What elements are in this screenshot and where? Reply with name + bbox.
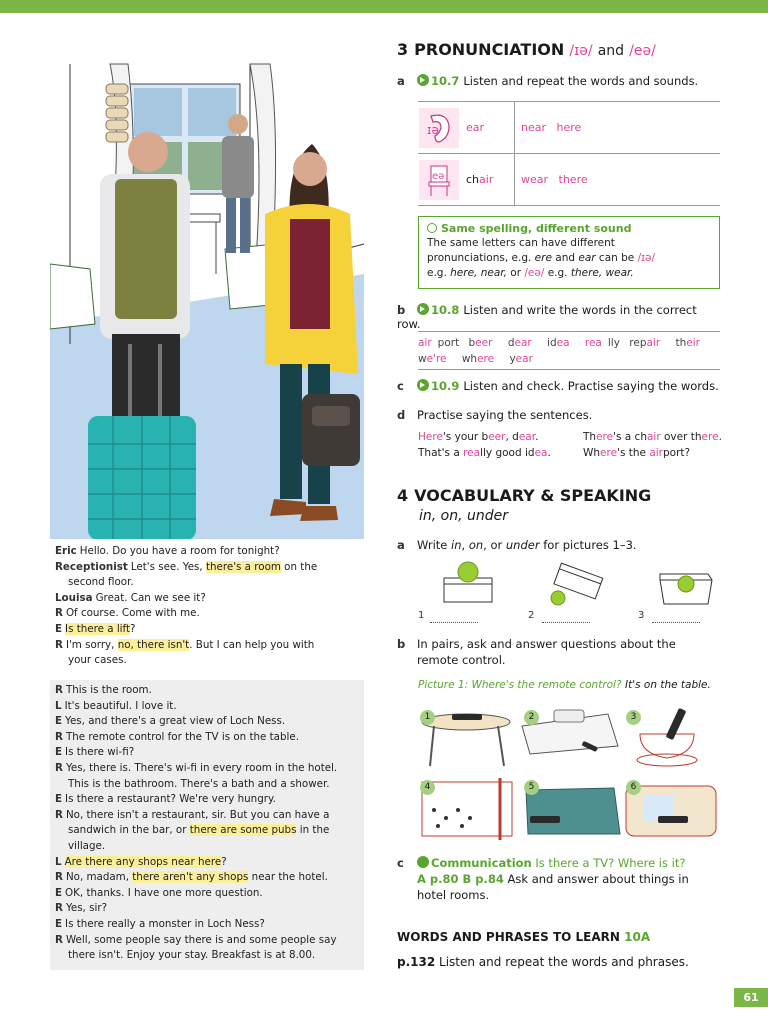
words-to-learn-instruction: p.132 Listen and repeat the words and phrases. [397,955,689,969]
picture-number: 2 [528,610,535,621]
dialogue-text: Yes, there is. There's wi-fi in every room in the hotel. [65,761,338,774]
speaker-label: Eric [55,545,77,557]
task-letter: b [397,303,406,317]
highlighted-phrase: there's a room [205,560,281,573]
dialogue-text: on the [280,560,318,573]
example-answer: It's on the table. [625,679,711,691]
dialogue-line [50,544,364,560]
svg-text:eə: eə [432,170,445,182]
word-item: idea [547,337,570,349]
highlighted-phrase: Are there any shops near here [64,855,222,868]
dialogue-part-2 [50,680,364,970]
dialogue-line [50,653,364,669]
sound-key-cell [418,154,515,205]
speaker-label: R [55,933,63,946]
audio-icon[interactable] [417,379,429,391]
word-item: where [461,353,495,365]
dialogue-line [50,777,364,793]
speaker-label: R [55,638,63,651]
dialogue-line [50,745,364,761]
photo-number: 6 [626,780,641,795]
dialogue-text: in the [296,824,330,837]
hotel-room-photo [50,44,364,539]
section-subtitle: in, on, under [419,508,509,524]
chair-icon [418,159,460,201]
highlighted-phrase: there aren't any shops [132,871,249,884]
dialogue-part-1 [50,544,364,674]
sentence: Where's the airport? [583,447,691,459]
sounds-table [418,101,720,206]
remote-control-scenes [418,706,720,840]
dialogue-line [50,622,364,638]
task-3a [397,74,722,88]
task-text: Practise saying the sentences. [417,408,593,422]
speaker-label: R [55,730,63,743]
task-3c [397,379,722,393]
answer-blank[interactable] [430,622,478,623]
example-question: Picture 1: Where's the remote control? [418,679,622,691]
task-3b [397,303,722,331]
task-text: Listen and write the words in the correct row. [397,303,697,331]
speaker-label: E [55,793,63,806]
dialogue-line [50,606,364,622]
audio-icon[interactable] [417,74,429,86]
sound-words: near here [521,121,582,134]
dialogue-line [50,855,364,871]
dialogue-text: Yes, sir? [65,902,108,915]
word-item: their [675,337,700,349]
tip-line: The same letters can have different [427,237,615,249]
sound-row-chair [418,154,720,206]
track-number: 10.9 [431,379,460,393]
dialogue-text: Yes, and there's a great view of Loch Ness. [65,715,286,728]
task-letter: a [397,74,405,88]
speaker-label: L [55,855,62,868]
audio-icon[interactable] [417,303,429,315]
dialogue-text: near the hotel. [248,871,328,884]
dialogue-line [50,761,364,777]
sound-words: wear there [521,173,588,186]
tip-line: pronunciations, e.g. ere and ear can be /ɪə/ [427,252,656,264]
section-number: 3 [397,40,409,59]
section-title: PRONUNCIATION [414,40,565,59]
dialogue-text: ? [130,622,136,635]
dialogue-text: ? [221,855,227,868]
track-number: 10.7 [431,74,460,88]
dialogue-text: second floor. [68,576,134,589]
task-4a: a Write in, on, or under for pictures 1–3. [397,538,637,552]
word-list [418,331,720,370]
task-letter: b [397,637,406,651]
section-title: VOCABULARY & SPEAKING [414,486,652,505]
dialogue-text: Is there a restaurant? We're very hungry. [65,793,276,806]
highlighted-phrase: Is there a lift [65,622,131,635]
dialogue-text: This is the room. [65,684,152,696]
sentence: Here's your beer, dear. [418,431,539,443]
speaker-label: R [55,808,63,821]
answer-blank[interactable] [542,622,590,623]
dialogue-text: . But I can help you with [189,638,315,651]
dialogue-text: Let's see. Yes, [130,560,206,573]
word-item: we're [418,353,447,365]
example-exchange [418,679,723,691]
dialogue-text: It's beautiful. I love it. [64,699,177,712]
page-number: 61 [734,988,768,1007]
word-item: dear [507,337,532,349]
photo-number: 3 [626,710,641,725]
sound-key-cell [418,102,515,153]
speaker-label: E [55,746,63,759]
picture-number: 1 [418,610,425,621]
dialogue-line [50,575,364,591]
picture-number: 3 [638,610,645,621]
dialogue-line [50,683,364,699]
dialogue-line [50,638,364,654]
task-4b: b In pairs, ask and answer questions about the remote control. [397,637,676,667]
dialogue-text: Hello. Do you have a room for tonight? [79,545,280,557]
dialogue-line [50,948,364,964]
ear-icon [418,107,460,149]
speaker-label: E [55,715,63,728]
speaker-label: R [55,607,63,620]
word-item: rea lly [584,337,620,349]
task-3d [397,408,722,422]
dialogue-text: Well, some people say there is and some people say [65,933,337,946]
photo-number: 5 [524,780,539,795]
dialogue-text: Of course. Come with me. [65,607,200,620]
ipa-symbol: /ɪə/ [569,43,593,59]
photo-number: 1 [420,710,435,725]
dialogue-text: Great. Can we see it? [95,591,206,604]
highlighted-phrase: there are some pubs [189,824,297,837]
spelling-tip-box [418,216,720,289]
task-letter: a [397,538,405,552]
dialogue-text: there isn't. Enjoy your stay. Breakfast is at 8.00. [68,949,316,962]
task-4c: c Communication Is there a TV? Where is it? A p.80 B p.84 Ask and answer about things in hotel rooms. [397,856,689,902]
dialogue-line [50,699,364,715]
speaker-label: R [55,871,63,884]
sound-keyword: chair [466,173,494,186]
answer-blank[interactable] [652,622,700,623]
photo-number: 4 [420,780,435,795]
dialogue-line [50,560,364,576]
dialogue-text: OK, thanks. I have one more question. [65,886,263,899]
dialogue-line [50,839,364,855]
speaker-label: R [55,684,63,696]
highlighted-phrase: no, there isn't [117,638,190,651]
ipa-symbol: /eə/ [629,43,656,59]
word-item: beer [468,337,493,349]
tip-line: e.g. here, near, or /eə/ e.g. there, wear. [427,267,634,279]
task-text: Listen and check. Practise saying the words. [463,379,719,393]
and-word: and [597,43,625,59]
dialogue-line [50,823,364,839]
speaker-label: Receptionist [55,560,128,573]
section-4-heading [397,486,722,505]
dialogue-line [50,730,364,746]
speaker-label: E [55,917,63,930]
dialogue-text: Is there really a monster in Loch Ness? [65,917,265,930]
task-letter: c [397,379,404,393]
communication-icon [417,856,429,868]
dialogue-line [50,792,364,808]
speaker-label: R [55,902,63,915]
word-item: air port [418,337,460,349]
dialogue-text: your cases. [68,654,127,667]
sound-keyword: ear [466,121,485,134]
dialogue-line [50,901,364,917]
dialogue-text: No, madam, [65,871,133,884]
dialogue-text: This is the bathroom. There's a bath and a shower. [68,777,330,790]
word-item: repair [629,337,661,349]
dialogue-text: The remote control for the TV is on the table. [65,730,299,743]
dialogue-text: sandwich in the bar, or [68,824,190,837]
dialogue-line [50,808,364,824]
section-3-heading [397,40,722,59]
section-number: 4 [397,486,409,505]
dialogue-line [50,886,364,902]
sentence: That's a really good idea. [418,447,551,459]
dialogue-text: Is there wi-fi? [65,746,135,759]
svg-text:ɪə: ɪə [427,122,439,137]
page-link[interactable]: p.132 [397,955,436,969]
dialogue-text: No, there isn't a restaurant, sir. But you can have a [65,808,330,821]
tip-title: Same spelling, different sound [427,221,711,236]
photo-number: 2 [524,710,539,725]
sound-row-ear [418,102,720,154]
speaker-label: E [55,886,63,899]
task-text: Listen and repeat the words and sounds. [463,74,699,88]
speaker-label: E [55,622,63,635]
speaker-label: L [55,699,62,712]
dialogue-line [50,591,364,607]
dialogue-line [50,917,364,933]
words-to-learn-title: WORDS AND PHRASES TO LEARN 10A [397,930,651,944]
dialogue-line [50,870,364,886]
speaker-label: Louisa [55,591,93,604]
box-ball-pictures [418,560,718,626]
box-ball-illustrations [418,560,718,610]
search-icon [427,223,437,233]
dialogue-text: I'm sorry, [65,638,118,651]
task-letter: d [397,408,406,422]
task-letter: c [397,856,404,870]
practice-sentences [418,429,723,461]
dialogue-text: village. [68,839,106,852]
remote-control-photos [418,706,720,840]
hotel-room-illustration [50,44,364,539]
top-color-band [0,0,768,13]
word-item: year [509,353,533,365]
speaker-label: R [55,761,63,774]
track-number: 10.8 [431,303,460,317]
sentence: There's a chair over there. [583,431,722,443]
dialogue-line [50,714,364,730]
dialogue-line [50,933,364,949]
